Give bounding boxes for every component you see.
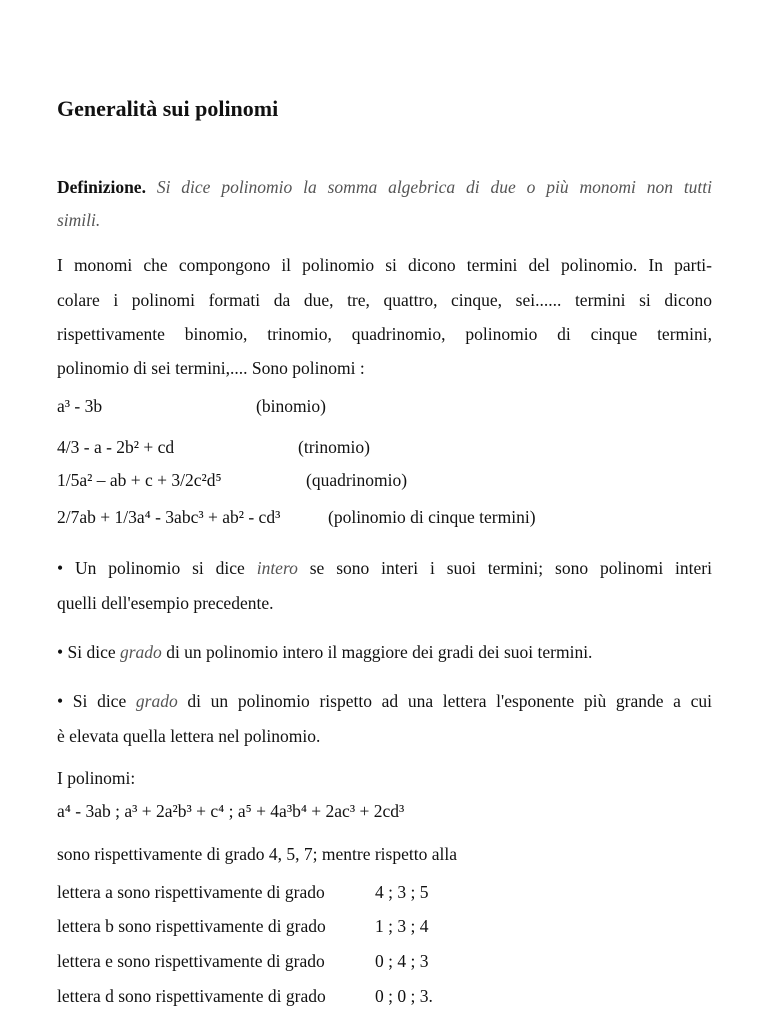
bullet-text: • Un polinomio si dice xyxy=(57,558,257,578)
example-label: (binomio) xyxy=(256,396,326,416)
bullet-text: se sono interi i suoi termini; sono polinomi interi xyxy=(297,558,712,578)
polynomials-expression: a⁴ - 3ab ; a³ + 2a²b³ + c⁴ ; a⁵ + 4a³b⁴ + 2ac³ + 2cd³ xyxy=(57,801,405,821)
definition-line-1 xyxy=(57,176,712,198)
example-expression: 4/3 - a - 2b² + cd xyxy=(57,437,175,457)
bullet-text: di un polinomio rispetto ad una lettera l'esponente più grande a cui xyxy=(177,691,712,711)
bullet-text: di un polinomio intero il maggiore dei gradi dei suoi termini. xyxy=(161,642,593,662)
bullet-intero xyxy=(57,557,712,579)
example-expression: a³ - 3b xyxy=(57,396,103,416)
letter-degree-text: lettera e sono rispettivamente di grado xyxy=(57,951,325,971)
example-label: (trinomio) xyxy=(298,437,370,457)
paragraph-line: colare i polinomi formati da due, tre, quattro, cinque, sei...... termini si dicono xyxy=(57,290,712,310)
letter-degree-text: lettera a sono rispettivamente di grado xyxy=(57,882,325,902)
paragraph-line: rispettivamente binomio, trinomio, quadrinomio, polinomio di cinque termini, xyxy=(57,324,712,344)
term-intero: intero xyxy=(256,558,298,578)
letter-degree-values: 4 ; 3 ; 5 xyxy=(375,882,429,902)
definition-line-2 xyxy=(57,209,100,231)
definition-label: Definizione. xyxy=(57,177,146,197)
bullet-grado-lettera-cont: è elevata quella lettera nel polinomio. xyxy=(57,726,321,746)
example-label: (quadrinomio) xyxy=(306,470,408,490)
example-label: (polinomio di cinque termini) xyxy=(328,507,536,527)
term-grado: grado xyxy=(135,691,178,711)
letter-degree-values: 1 ; 3 ; 4 xyxy=(375,916,429,936)
bullet-grado-lettera xyxy=(57,690,712,712)
paragraph-line: polinomio di sei termini,.... Sono polinomi : xyxy=(57,358,365,378)
page-title: Generalità sui polinomi xyxy=(57,96,279,121)
example-expression: 1/5a² – ab + c + 3/2c²d⁵ xyxy=(57,470,222,490)
term-grado: grado xyxy=(120,642,162,662)
letter-degree-values: 0 ; 4 ; 3 xyxy=(375,951,429,971)
polynomials-intro: I polinomi: xyxy=(57,768,136,788)
letter-degree-text: lettera d sono rispettivamente di grado xyxy=(57,986,326,1006)
example-expression: 2/7ab + 1/3a⁴ - 3abc³ + ab² - cd³ xyxy=(57,507,281,527)
bullet-grado xyxy=(57,641,592,663)
bullet-intero-cont: quelli dell'esempio precedente. xyxy=(57,593,274,613)
letter-degree-text: lettera b sono rispettivamente di grado xyxy=(57,916,326,936)
degree-sentence: sono rispettivamente di grado 4, 5, 7; mentre rispetto alla xyxy=(57,844,457,864)
definition-text-cont: simili. xyxy=(57,210,101,230)
bullet-text: • Si dice xyxy=(57,691,136,711)
definition-text: Si dice polinomio la somma algebrica di due o più monomi non tutti xyxy=(156,177,713,197)
paragraph-line: I monomi che compongono il polinomio si dicono termini del polinomio. In parti- xyxy=(57,255,712,275)
letter-degree-values: 0 ; 0 ; 3. xyxy=(375,986,433,1006)
bullet-text: • Si dice xyxy=(57,642,120,662)
